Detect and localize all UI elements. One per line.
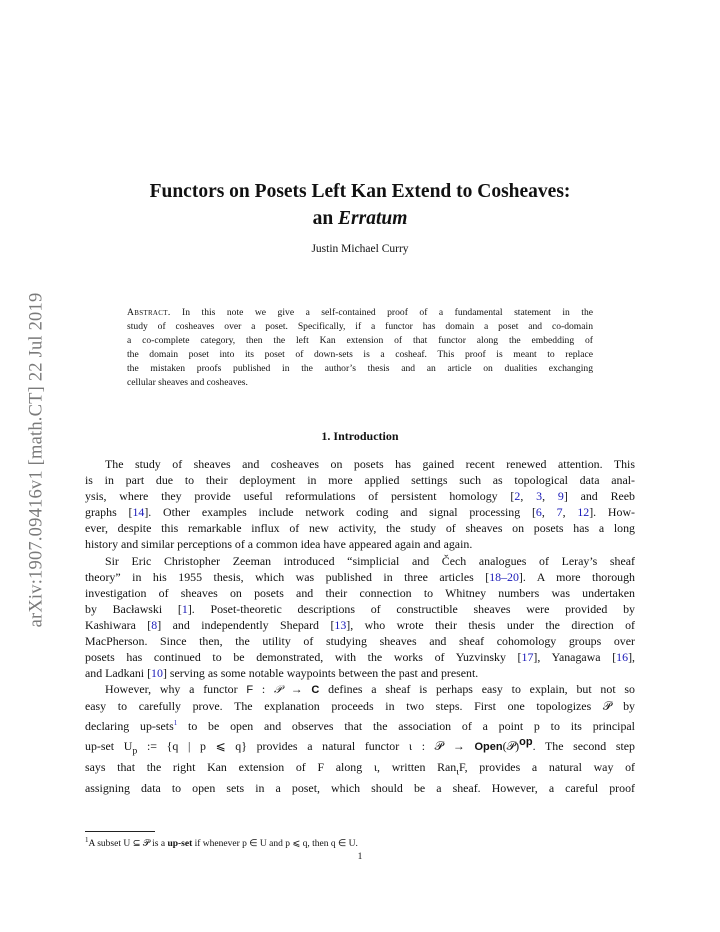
page-number: 1 bbox=[357, 852, 363, 862]
abstract-line-5: the mistaken proofs published in the author’s thesis and an article on dualities exchanging bbox=[127, 363, 593, 375]
p2-line-8: and Ladkani [10] serving as some notable waypoints between the past and present. bbox=[85, 666, 479, 681]
title-line-1: Functors on Posets Left Kan Extend to Cosheaves: bbox=[149, 181, 571, 202]
footnote-mark: 1 bbox=[85, 836, 89, 844]
citation-link[interactable]: 12 bbox=[577, 505, 590, 520]
p1-line-5: ever, despite this remarkable influx of new activity, the study of sheaves on posets has a long bbox=[85, 521, 635, 536]
p2-line-2: theory” in his 1955 thesis, which was published in three articles [18–20]. A more thorough bbox=[85, 569, 635, 584]
citation-link[interactable]: 3 bbox=[536, 489, 543, 504]
footnote: $^1$A subset U ⊆ 𝒫 is a up-set if whenever p ∈ U and p ⩽ q, then q ∈ U. bbox=[85, 836, 358, 850]
p2-line-5: Kashiwara [8] and independently Shepard [13], who wrote their thesis under the direction of bbox=[85, 617, 635, 632]
p1-line-6: history and similar perceptions of a common idea have appeared again and again. bbox=[85, 537, 473, 552]
section-number: 1. bbox=[321, 429, 331, 443]
abstract-line-2: study of cosheaves over a poset. Specifically, if a functor has domain a poset and co-domain bbox=[127, 321, 593, 333]
citation-link[interactable]: 9 bbox=[557, 489, 564, 504]
p3-line-4: up-set $U_p$ := {q | p ⩽ q} provides a natural functor ι : 𝒫 → Open(𝒫)$^{op}$. The second step bbox=[85, 735, 635, 756]
citation-link[interactable]: 10 bbox=[151, 666, 163, 681]
citation-link[interactable]: 1 bbox=[181, 601, 188, 616]
author-name: Justin Michael Curry bbox=[311, 243, 409, 255]
p2-line-4: by Bacławski [1]. Poset-theoretic descriptions of constructible sheaves were provided by bbox=[85, 601, 635, 616]
p3-line-1: However, why a functor F : 𝒫 → C defines a sheaf is perhaps easy to explain, but not so bbox=[105, 682, 635, 697]
citation-link[interactable]: 6 bbox=[535, 505, 542, 520]
p3-line-6: assigning data to open sets in a poset, which should be a sheaf. However, a careful proof bbox=[85, 781, 635, 796]
citation-link[interactable]: 7 bbox=[556, 505, 563, 520]
citation-link[interactable]: 8 bbox=[151, 617, 158, 632]
title-line-2: an Erratum bbox=[312, 208, 408, 229]
p1-line-3: ysis, where they provide useful reformulations of persistent homology [2, 3, 9] and Reeb bbox=[85, 489, 635, 504]
section-heading bbox=[85, 429, 635, 444]
citation-link[interactable]: 14 bbox=[132, 505, 145, 520]
abstract-line-6: cellular sheaves and cosheaves. bbox=[127, 377, 248, 389]
p2-line-3: investigation of sheaves on posets and their connection to Whitney numbers was undertaken bbox=[85, 585, 635, 600]
citation-link[interactable]: 18–20 bbox=[489, 569, 519, 584]
p2-line-6: MacPherson. Since then, the utility of studying sheaves and sheaf cohomology groups over bbox=[85, 634, 635, 649]
citation-link[interactable]: 13 bbox=[334, 617, 347, 632]
abstract bbox=[127, 306, 593, 391]
arxiv-stamp: arXiv:1907.09416v1 [math.CT] 22 Jul 2019 bbox=[26, 292, 47, 628]
section-title: Introduction bbox=[333, 429, 399, 443]
abstract-label: Abstract. bbox=[127, 307, 171, 318]
abstract-line-3: a co-complete category, then the left Kan extension of that functor along the embedding of bbox=[127, 335, 593, 347]
citation-link[interactable]: 16 bbox=[616, 650, 629, 665]
footnote-rule bbox=[85, 831, 155, 832]
citation-link[interactable]: 17 bbox=[521, 650, 534, 665]
title-erratum: Erratum bbox=[338, 208, 408, 229]
p2-line-7: posets has continued to be demonstrated, with the works of Yuzvinsky [17], Yanagawa [16], bbox=[85, 650, 635, 665]
citation-link[interactable]: 2 bbox=[514, 489, 521, 504]
p1-line-2: is in part due to their deployment in more applied settings such as topological data anal- bbox=[85, 473, 635, 488]
abstract-line-1: Abstract. In this note we give a self-contained proof of a fundamental statement in the bbox=[127, 307, 594, 318]
p3-line-2: easy to carefully prove. The explanation proceeds in two steps. First one topologizes 𝒫 by bbox=[85, 699, 635, 714]
abstract-line-4: the domain poset into its poset of down-sets is a cosheaf. This proof is meant to replace bbox=[127, 349, 593, 361]
p1-line-1: The study of sheaves and cosheaves on posets has gained recent renewed attention. This bbox=[105, 457, 635, 471]
p2-line-1: Sir Eric Christopher Zeeman introduced “simplicial and Čech analogues of Leray’s sheaf bbox=[105, 553, 635, 568]
p3-line-3: declaring up-sets$^1$ to be open and observes that the association of a point p to its principal bbox=[85, 718, 635, 733]
paper-title bbox=[85, 178, 635, 232]
body-text bbox=[85, 456, 635, 797]
p1-line-4: graphs [14]. Other examples include network coding and signal processing [6, 7, 12]. How- bbox=[85, 505, 635, 520]
p3-line-5: says that the right Kan extension of F along ι, written Ran$_\iota$F, provides a natural way of bbox=[85, 760, 635, 778]
footnote-marker[interactable]: 1 bbox=[173, 718, 178, 727]
